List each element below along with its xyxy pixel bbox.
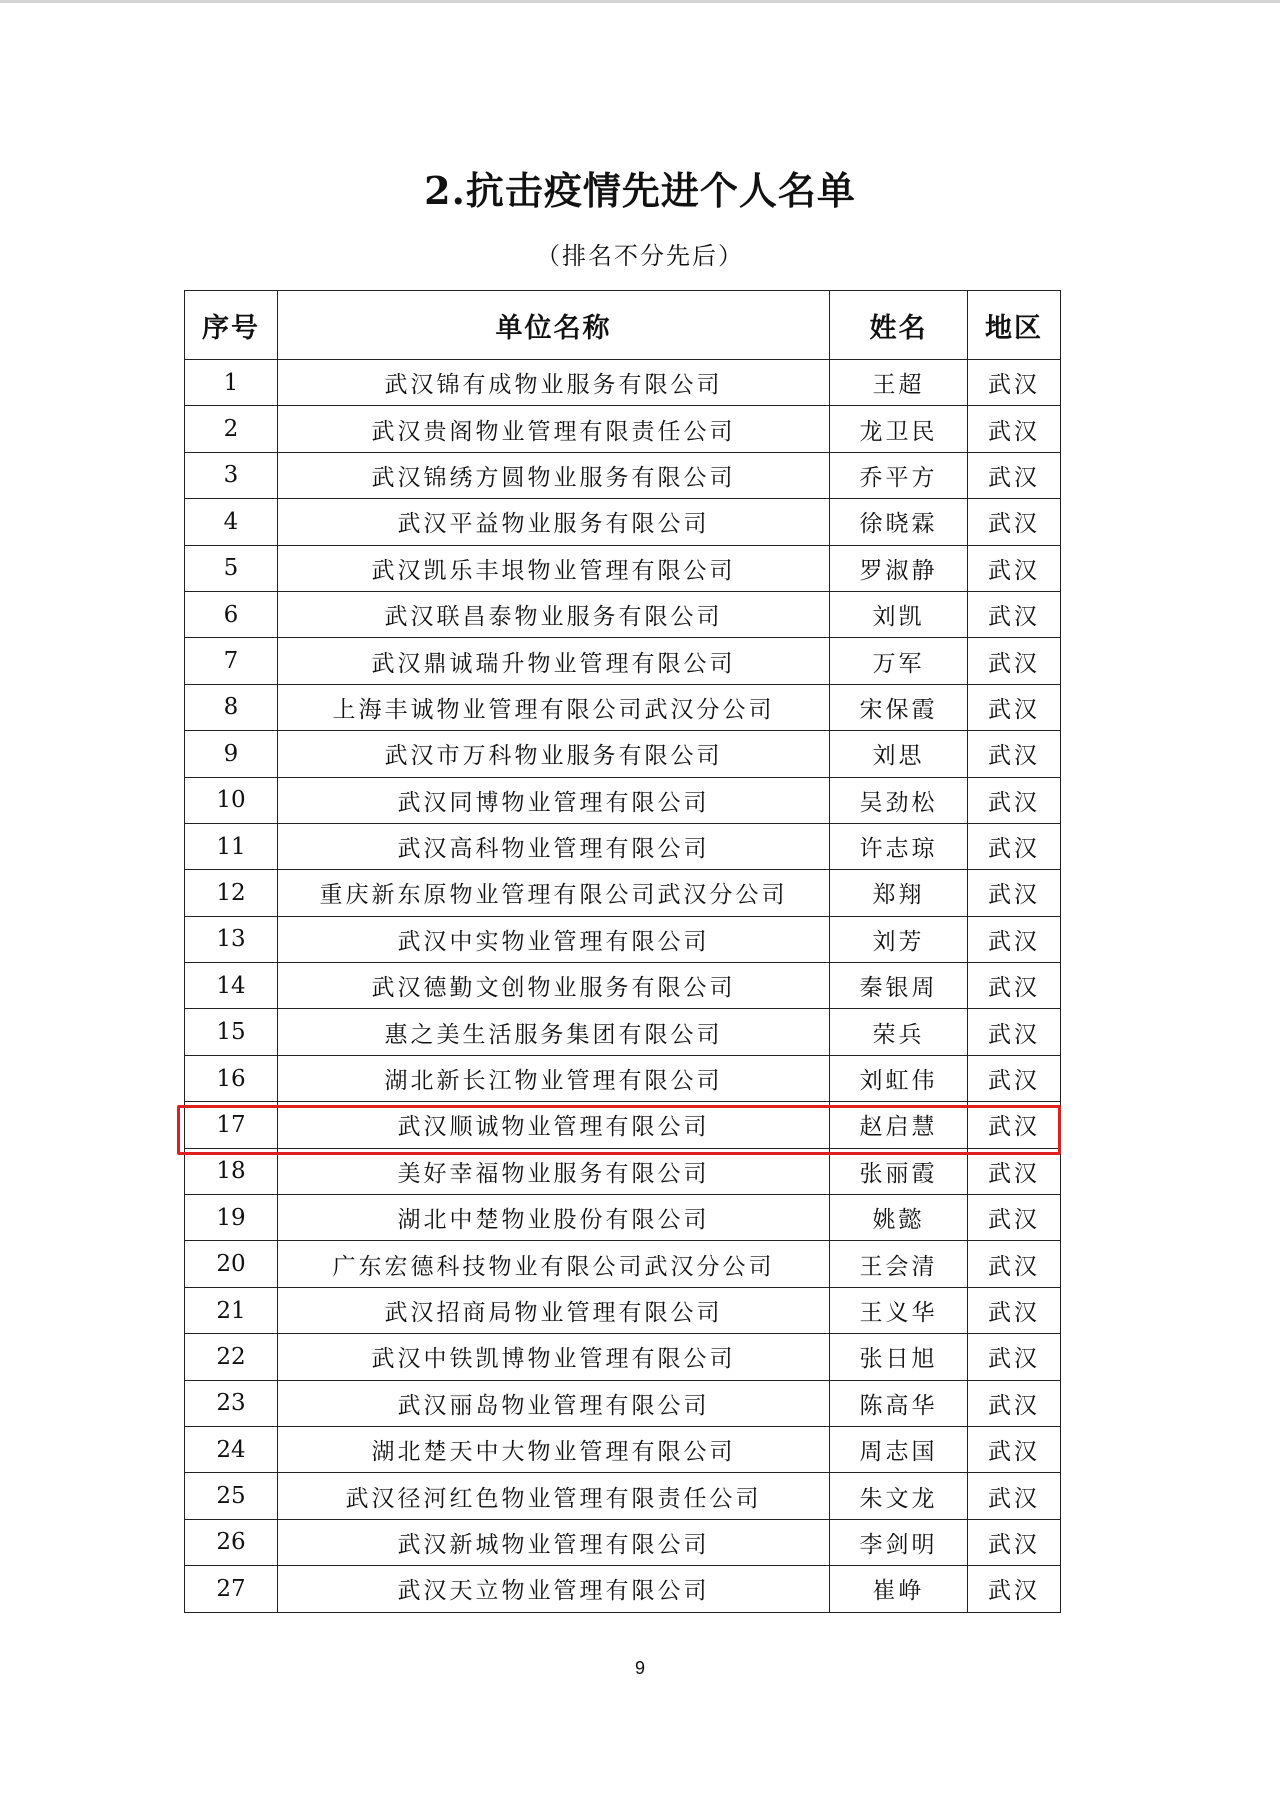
cell-region: 武汉 — [968, 499, 1061, 545]
cell-serial-number: 2 — [185, 406, 278, 452]
cell-region: 武汉 — [968, 406, 1061, 452]
cell-serial-number: 1 — [185, 360, 278, 406]
cell-serial-number: 20 — [185, 1241, 278, 1287]
cell-person-name: 姚懿 — [830, 1195, 968, 1241]
cell-person-name: 王会清 — [830, 1241, 968, 1287]
cell-region: 武汉 — [968, 916, 1061, 962]
cell-region: 武汉 — [968, 870, 1061, 916]
cell-region: 武汉 — [968, 963, 1061, 1009]
cell-serial-number: 21 — [185, 1287, 278, 1333]
cell-serial-number: 10 — [185, 777, 278, 823]
cell-region: 武汉 — [968, 1473, 1061, 1519]
table-row — [185, 545, 1061, 591]
header-serial-number: 序号 — [185, 291, 278, 360]
cell-region: 武汉 — [968, 1566, 1061, 1612]
cell-person-name: 刘虹伟 — [830, 1055, 968, 1101]
cell-organization: 武汉径河红色物业管理有限责任公司 — [278, 1473, 830, 1519]
cell-region: 武汉 — [968, 1055, 1061, 1101]
cell-organization: 武汉德勤文创物业服务有限公司 — [278, 963, 830, 1009]
cell-organization: 武汉高科物业管理有限公司 — [278, 823, 830, 869]
cell-region: 武汉 — [968, 1102, 1061, 1148]
cell-region: 武汉 — [968, 638, 1061, 684]
cell-organization: 湖北楚天中大物业管理有限公司 — [278, 1426, 830, 1472]
cell-person-name: 许志琼 — [830, 823, 968, 869]
cell-region: 武汉 — [968, 360, 1061, 406]
table-header-row — [185, 291, 1061, 360]
cell-region: 武汉 — [968, 1334, 1061, 1380]
cell-person-name: 郑翔 — [830, 870, 968, 916]
cell-serial-number: 15 — [185, 1009, 278, 1055]
table-row — [185, 1102, 1061, 1148]
table-row — [185, 1426, 1061, 1472]
page-title: 2.抗击疫情先进个人名单 — [424, 168, 856, 213]
table-row — [185, 1473, 1061, 1519]
table-row — [185, 1519, 1061, 1565]
cell-person-name: 刘思 — [830, 731, 968, 777]
cell-organization: 美好幸福物业服务有限公司 — [278, 1148, 830, 1194]
cell-serial-number: 17 — [185, 1102, 278, 1148]
cell-organization: 武汉招商局物业管理有限公司 — [278, 1287, 830, 1333]
cell-organization: 武汉新城物业管理有限公司 — [278, 1519, 830, 1565]
cell-serial-number: 19 — [185, 1195, 278, 1241]
cell-person-name: 徐晓霖 — [830, 499, 968, 545]
honoree-table — [184, 290, 1061, 1613]
table-row — [185, 1334, 1061, 1380]
table-row — [185, 1241, 1061, 1287]
table-row — [185, 1148, 1061, 1194]
cell-region: 武汉 — [968, 731, 1061, 777]
table-row — [185, 591, 1061, 637]
cell-person-name: 陈高华 — [830, 1380, 968, 1426]
cell-person-name: 宋保霞 — [830, 684, 968, 730]
table-row — [185, 1287, 1061, 1333]
cell-person-name: 万军 — [830, 638, 968, 684]
cell-region: 武汉 — [968, 452, 1061, 498]
table-row — [185, 1380, 1061, 1426]
cell-serial-number: 24 — [185, 1426, 278, 1472]
cell-serial-number: 6 — [185, 591, 278, 637]
cell-organization: 武汉同博物业管理有限公司 — [278, 777, 830, 823]
table-row — [185, 452, 1061, 498]
cell-person-name: 乔平方 — [830, 452, 968, 498]
cell-person-name: 荣兵 — [830, 1009, 968, 1055]
cell-region: 武汉 — [968, 1009, 1061, 1055]
cell-serial-number: 14 — [185, 963, 278, 1009]
cell-region: 武汉 — [968, 1148, 1061, 1194]
header-person-name: 姓名 — [830, 291, 968, 360]
cell-region: 武汉 — [968, 591, 1061, 637]
cell-region: 武汉 — [968, 1426, 1061, 1472]
table-row — [185, 777, 1061, 823]
cell-person-name: 崔峥 — [830, 1566, 968, 1612]
table-header — [185, 291, 1061, 360]
cell-organization: 武汉贵阁物业管理有限责任公司 — [278, 406, 830, 452]
cell-region: 武汉 — [968, 1519, 1061, 1565]
table-row — [185, 499, 1061, 545]
table-row — [185, 963, 1061, 1009]
cell-organization: 武汉鼎诚瑞升物业管理有限公司 — [278, 638, 830, 684]
table-row — [185, 638, 1061, 684]
cell-person-name: 赵启慧 — [830, 1102, 968, 1148]
cell-serial-number: 11 — [185, 823, 278, 869]
cell-person-name: 吴劲松 — [830, 777, 968, 823]
cell-person-name: 王超 — [830, 360, 968, 406]
header-organization: 单位名称 — [278, 291, 830, 360]
cell-person-name: 王义华 — [830, 1287, 968, 1333]
table-row — [185, 916, 1061, 962]
table-body — [185, 360, 1061, 1613]
cell-person-name: 张丽霞 — [830, 1148, 968, 1194]
cell-region: 武汉 — [968, 823, 1061, 869]
cell-region: 武汉 — [968, 777, 1061, 823]
cell-organization: 湖北中楚物业股份有限公司 — [278, 1195, 830, 1241]
cell-person-name: 周志国 — [830, 1426, 968, 1472]
cell-serial-number: 13 — [185, 916, 278, 962]
cell-serial-number: 16 — [185, 1055, 278, 1101]
header-region: 地区 — [968, 291, 1061, 360]
cell-organization: 武汉凯乐丰垠物业管理有限公司 — [278, 545, 830, 591]
cell-organization: 武汉平益物业服务有限公司 — [278, 499, 830, 545]
cell-person-name: 朱文龙 — [830, 1473, 968, 1519]
cell-serial-number: 23 — [185, 1380, 278, 1426]
cell-region: 武汉 — [968, 1287, 1061, 1333]
table-row — [185, 684, 1061, 730]
table-row — [185, 1566, 1061, 1612]
table-row — [185, 1055, 1061, 1101]
table-row — [185, 360, 1061, 406]
cell-person-name: 张日旭 — [830, 1334, 968, 1380]
cell-person-name: 龙卫民 — [830, 406, 968, 452]
table-row — [185, 823, 1061, 869]
cell-serial-number: 12 — [185, 870, 278, 916]
cell-serial-number: 5 — [185, 545, 278, 591]
cell-organization: 武汉联昌泰物业服务有限公司 — [278, 591, 830, 637]
cell-organization: 湖北新长江物业管理有限公司 — [278, 1055, 830, 1101]
cell-region: 武汉 — [968, 1380, 1061, 1426]
page-number: 9 — [634, 1658, 645, 1678]
cell-organization: 武汉锦绣方圆物业服务有限公司 — [278, 452, 830, 498]
cell-region: 武汉 — [968, 545, 1061, 591]
cell-serial-number: 3 — [185, 452, 278, 498]
cell-serial-number: 9 — [185, 731, 278, 777]
cell-serial-number: 26 — [185, 1519, 278, 1565]
cell-region: 武汉 — [968, 1241, 1061, 1287]
cell-person-name: 罗淑静 — [830, 545, 968, 591]
cell-organization: 武汉中实物业管理有限公司 — [278, 916, 830, 962]
cell-serial-number: 18 — [185, 1148, 278, 1194]
table-row — [185, 406, 1061, 452]
cell-person-name: 刘凯 — [830, 591, 968, 637]
cell-region: 武汉 — [968, 1195, 1061, 1241]
table-row — [185, 731, 1061, 777]
cell-organization: 武汉顺诚物业管理有限公司 — [278, 1102, 830, 1148]
cell-organization: 重庆新东原物业管理有限公司武汉分公司 — [278, 870, 830, 916]
cell-serial-number: 25 — [185, 1473, 278, 1519]
cell-region: 武汉 — [968, 684, 1061, 730]
cell-organization: 惠之美生活服务集团有限公司 — [278, 1009, 830, 1055]
cell-serial-number: 8 — [185, 684, 278, 730]
cell-person-name: 刘芳 — [830, 916, 968, 962]
table-row — [185, 1009, 1061, 1055]
cell-person-name: 秦银周 — [830, 963, 968, 1009]
cell-serial-number: 22 — [185, 1334, 278, 1380]
table-row — [185, 1195, 1061, 1241]
page-top-edge — [0, 0, 1280, 3]
cell-person-name: 李剑明 — [830, 1519, 968, 1565]
cell-organization: 武汉市万科物业服务有限公司 — [278, 731, 830, 777]
table-row — [185, 870, 1061, 916]
cell-organization: 武汉中铁凯博物业管理有限公司 — [278, 1334, 830, 1380]
cell-organization: 武汉锦有成物业服务有限公司 — [278, 360, 830, 406]
page-subtitle: （排名不分先后） — [536, 242, 744, 270]
cell-organization: 上海丰诚物业管理有限公司武汉分公司 — [278, 684, 830, 730]
cell-serial-number: 7 — [185, 638, 278, 684]
cell-organization: 武汉天立物业管理有限公司 — [278, 1566, 830, 1612]
cell-organization: 广东宏德科技物业有限公司武汉分公司 — [278, 1241, 830, 1287]
cell-organization: 武汉丽岛物业管理有限公司 — [278, 1380, 830, 1426]
cell-serial-number: 27 — [185, 1566, 278, 1612]
cell-serial-number: 4 — [185, 499, 278, 545]
